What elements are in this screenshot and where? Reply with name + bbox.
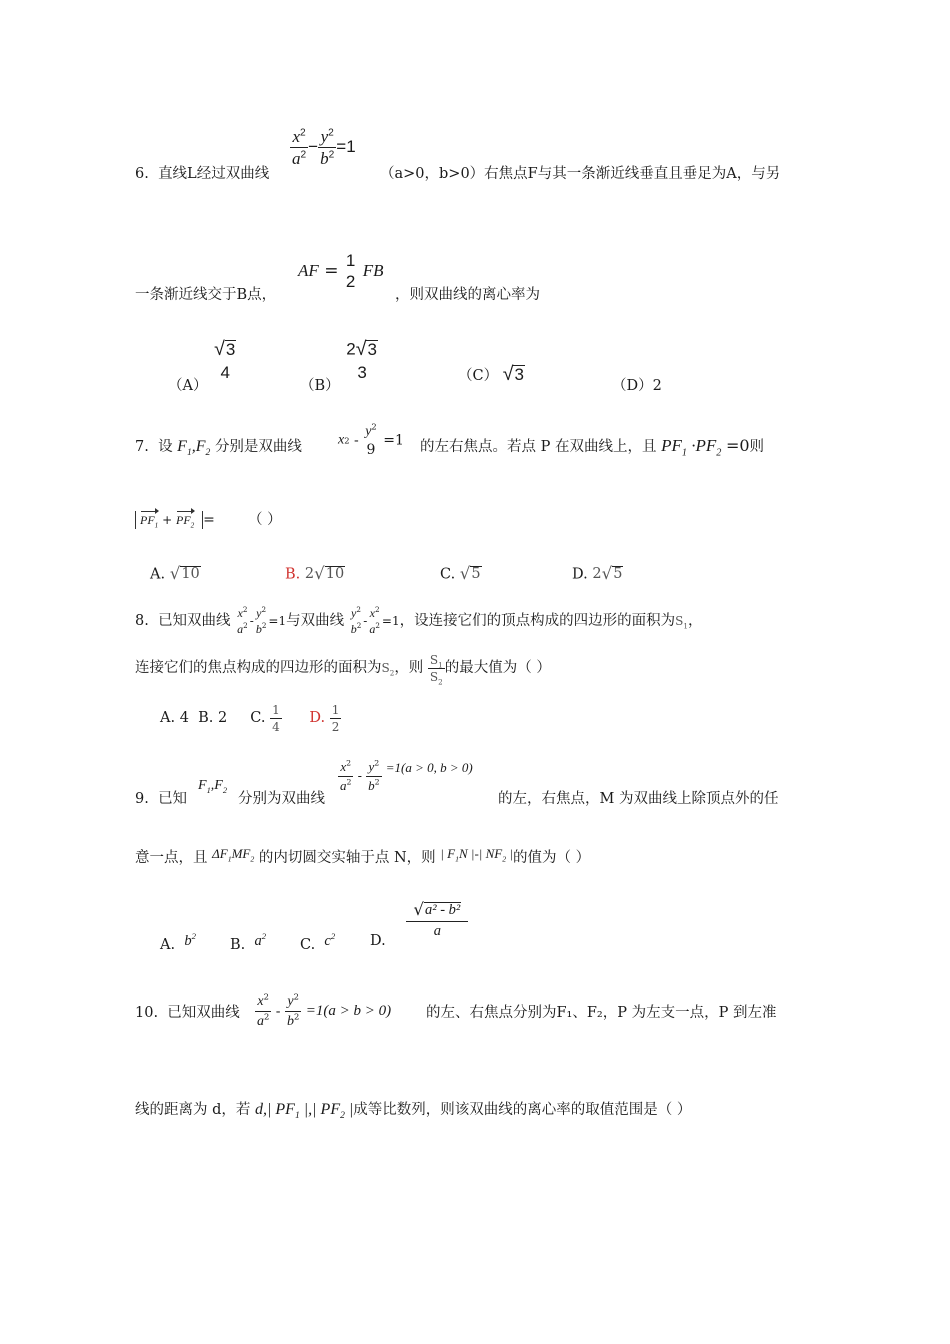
question-9-line-1-mid: 分别为双曲线 (238, 791, 325, 807)
question-9-equation: $\frac{x^2}{a^2}$ - $\frac{y^2}{b^2}$ =1(a > 0, b > 0) (340, 758, 473, 793)
q9-option-b[interactable]: B. $a^2$ (230, 931, 267, 953)
question-9-line-1-end: 的左，右焦点，M 为双曲线上除顶点外的任 (498, 791, 779, 807)
question-6-line-2-end: ，则双曲线的离心率为 (395, 287, 540, 303)
q6-option-d[interactable]: （D）2 (612, 378, 662, 394)
question-10-line-2: 线的距离为 d，若 d,| $PF_1$ |,| $PF_2$ |成等比数列，则该双曲线的离心率的取值范围是（ ） (135, 1101, 692, 1122)
question-6-vector-equation: AF = 1 2 FB (298, 251, 384, 291)
question-8-line-1: 8. 已知双曲线 $x^2$ $a^2$ - $y^2$ $b^2$ =1与双曲线 $y^2$ $b^2$ - $x^2$ $a^2$ =1，设连接它们的顶点构成的四边形的面积为$S_1$， (135, 605, 703, 636)
question-9-line-1: 9. 已知 (135, 791, 188, 807)
question-10-line-1: 10. 已知双曲线 (135, 1005, 240, 1021)
question-6-line-1: 6. 直线L经过双曲线 (135, 166, 270, 182)
q8-option-a[interactable]: A. 4 (160, 710, 189, 726)
question-10-line-1-end: 的左、右焦点分别为F₁、F₂，P 为左支一点，P 到左准 (426, 1005, 777, 1021)
question-10-equation: $\frac{x^2}{a^2}$ - $\frac{y^2}{b^2}$ =1(a > b > 0) (257, 991, 392, 1029)
q6-option-b[interactable]: （B） 2 √ 3 3 (300, 338, 377, 394)
q7-option-b[interactable]: B. 2 √ 10 (285, 564, 345, 584)
question-7-magnitude: $PF_1 + PF_2$ = (135, 512, 215, 528)
q7-option-c[interactable]: C. √ 5 (440, 564, 481, 584)
question-7-line-1-end: 的左右焦点。若点 P 在双曲线上，且 $PF_1 \cdot PF_2 =0$则 (420, 436, 765, 459)
q6-option-c[interactable]: （C） √ 3 (458, 363, 524, 386)
question-9-line-2: 意一点，且 $\Delta F_1MF_2$ 的内切圆交实轴于点 N，则 | $F_1N$ |-| $NF_2$ |的值为（ ） (135, 846, 591, 866)
q8-options (160, 700, 341, 736)
question-8-line-2: 连接它们的焦点构成的四边形的面积为$S_2$，则 $\frac{S_1}{S_2}$ 的最大值为（ ） (135, 652, 551, 686)
q8-option-b[interactable]: B. 2 (198, 710, 228, 726)
question-7-equation: x2 - $y^2$ 9 =1 (338, 421, 404, 458)
question-6-equation: $\frac{x^2}{a^2}$ − $\frac{y^2}{b^2}$ =1 (292, 127, 356, 168)
question-7-line-1: 7. 设 $F_1,F_2$ 分别是双曲线 (135, 438, 302, 459)
question-6-condition: （a>0，b>0）右焦点F与其一条渐近线垂直且垂足为A，与另 (380, 166, 781, 182)
q9-option-a[interactable]: A. $b^2$ (160, 931, 196, 953)
q7-option-a[interactable]: A. √ 10 (150, 564, 200, 584)
q6-option-a[interactable]: （A） √ 3 4 (168, 338, 236, 394)
question-6-line-2: 一条渐近线交于B点， (135, 287, 277, 303)
question-7-paren: （ ） (248, 512, 282, 528)
q8-option-d[interactable]: D. $\frac{1}{2}$ (309, 702, 340, 734)
q8-option-c[interactable]: C. $\frac{1}{4}$ (250, 702, 280, 734)
q9-option-c[interactable]: C. $c^2$ (300, 931, 336, 953)
q9-option-d[interactable]: D. √ a² - b² a (370, 902, 468, 949)
q7-option-d[interactable]: D. 2 √ 5 (572, 564, 623, 584)
question-9-foci: $F_1,F_2$ (198, 778, 227, 795)
